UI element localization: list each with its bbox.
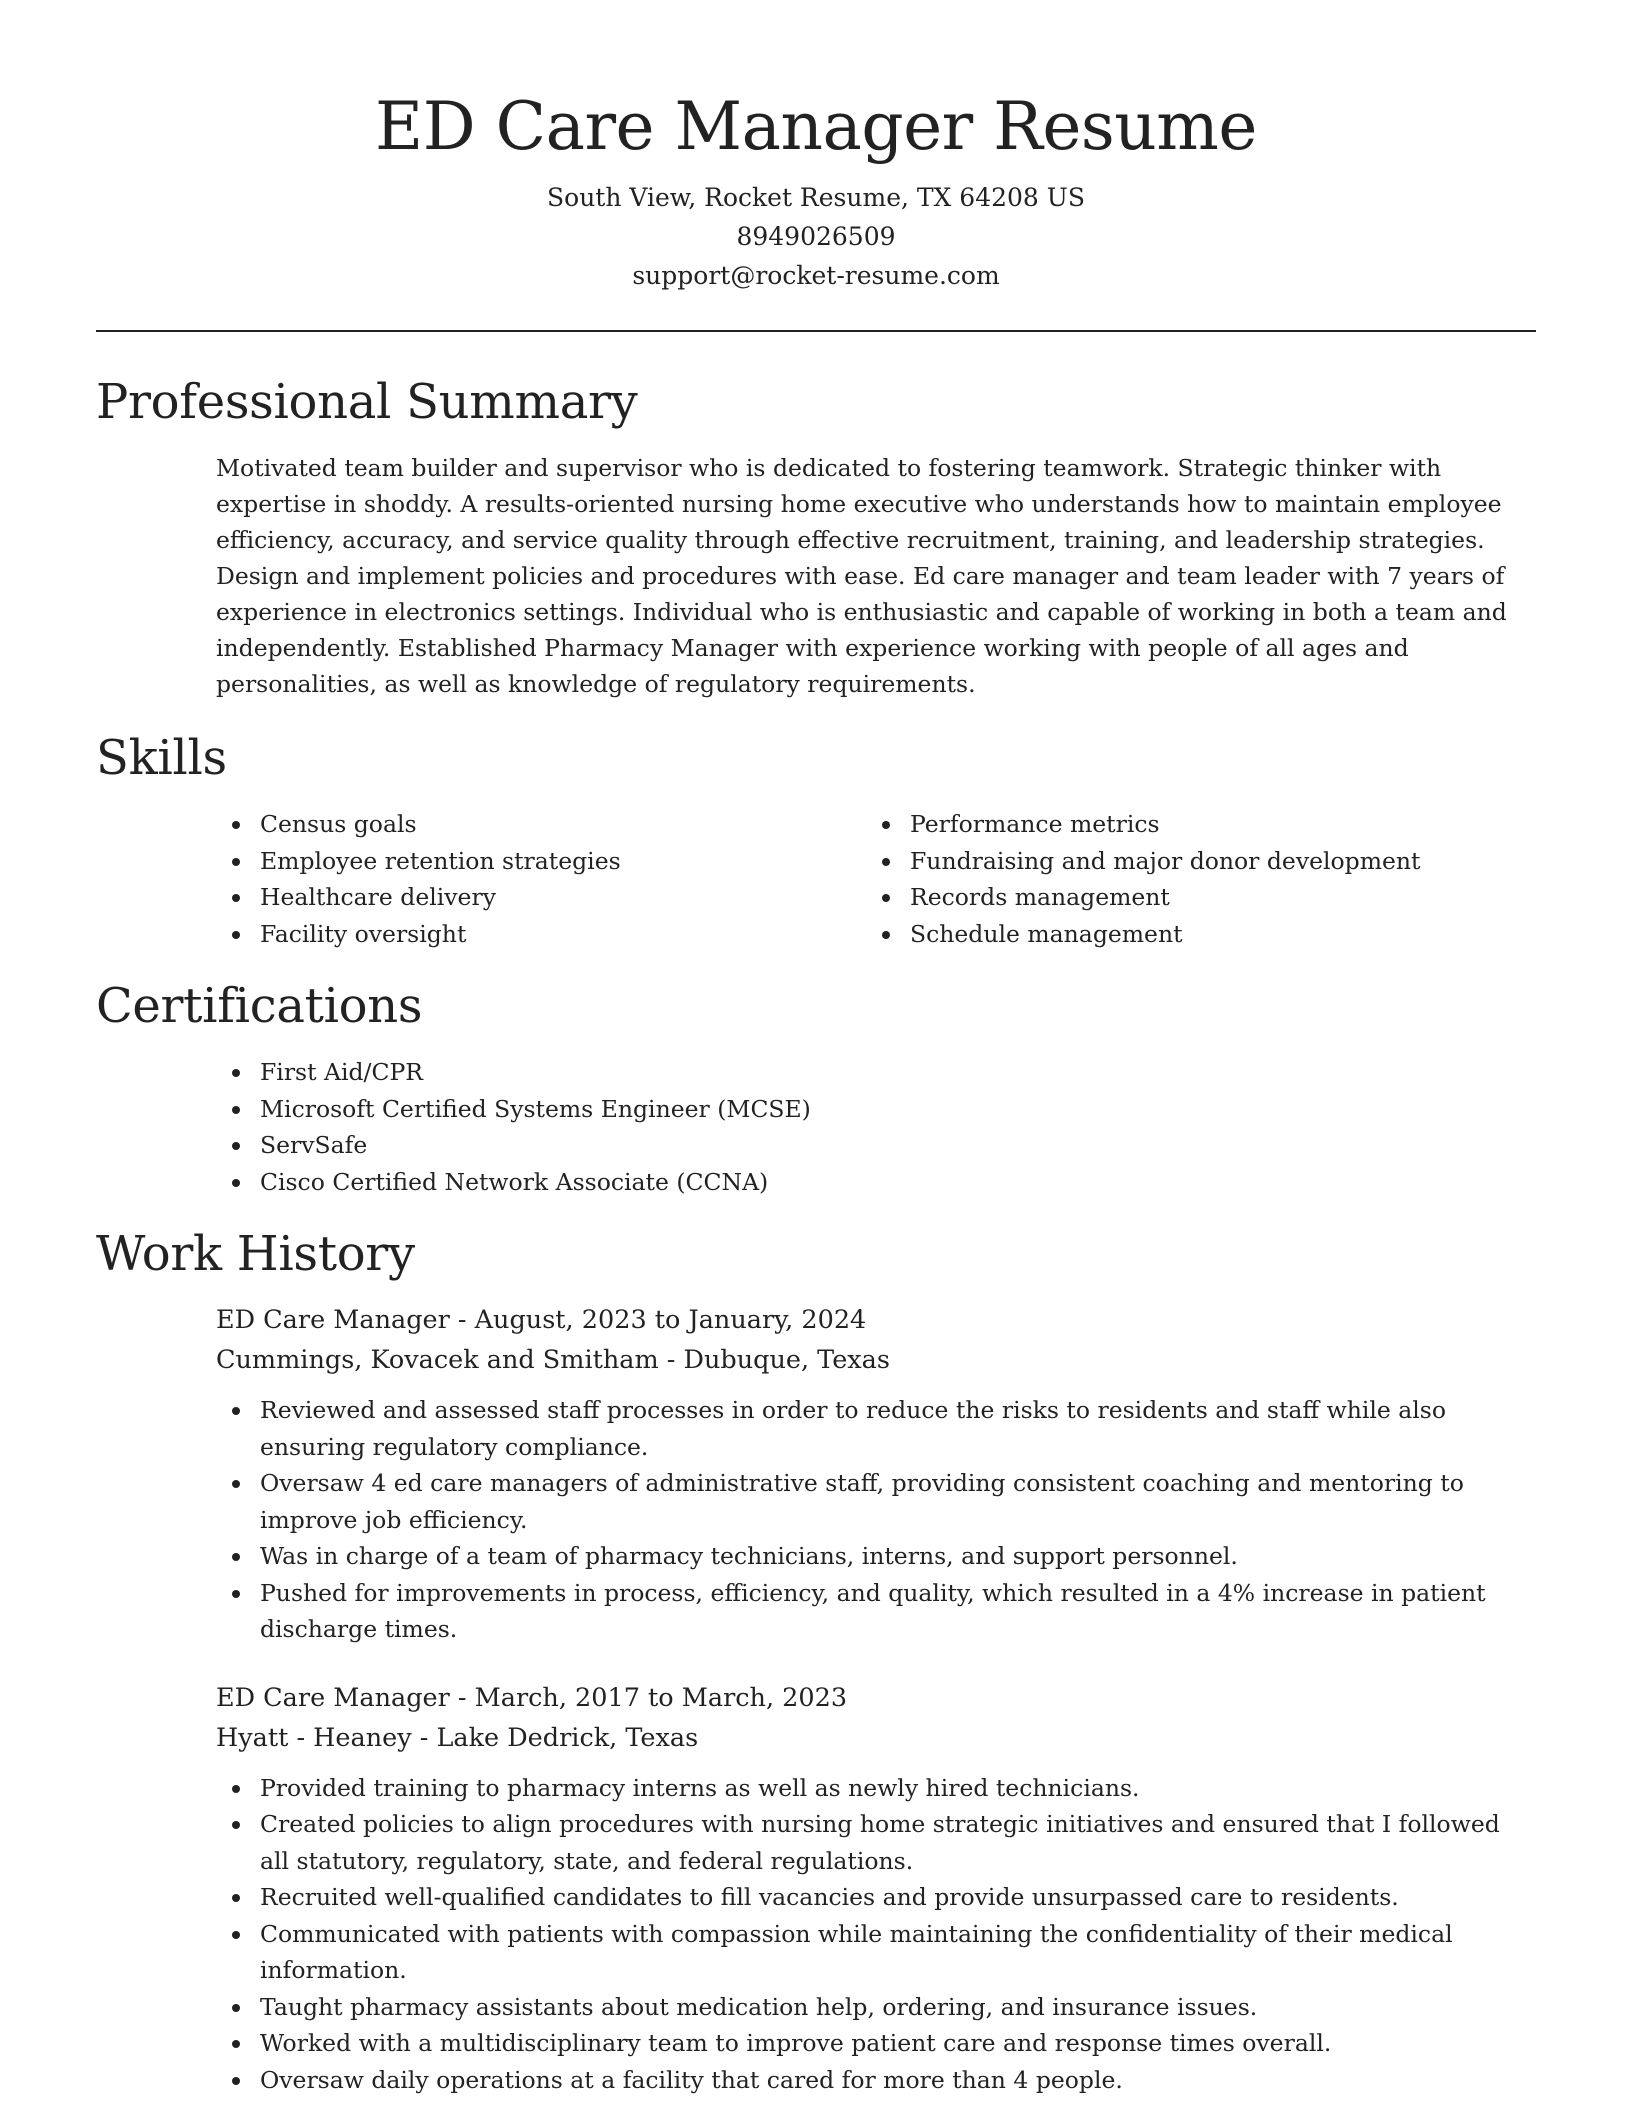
job-title-line: ED Care Manager - March, 2017 to March, 2023 <box>216 1682 848 1713</box>
list-item: Healthcare delivery <box>216 879 866 916</box>
list-item: Pushed for improvements in process, efficiency, and quality, which resulted in a 4% increase in patient discharge times. <box>216 1575 1536 1648</box>
skills-grid <box>216 806 1536 952</box>
list-item: Facility oversight <box>216 916 866 953</box>
resume-page <box>96 0 1536 2098</box>
job-title: ED Care Manager <box>216 1305 450 1335</box>
skills-list-left <box>216 806 866 952</box>
work-history-heading: Work History <box>96 1226 415 1282</box>
contact-email: support@rocket-resume.com <box>632 261 1000 290</box>
list-item: Oversaw daily operations at a facility that cared for more than 4 people. <box>216 2062 1536 2099</box>
list-item: Provided training to pharmacy interns as well as newly hired technicians. <box>216 1770 1536 1807</box>
job-company: Hyatt - Heaney <box>216 1722 412 1753</box>
list-item: Records management <box>866 879 1516 916</box>
resume-title: ED Care Manager Resume <box>375 88 1257 165</box>
list-item: Reviewed and assessed staff processes in order to reduce the risks to residents and staff while also ensuring regulatory compliance. <box>216 1392 1536 1465</box>
contact-phone: 8949026509 <box>736 222 896 251</box>
job-bullets <box>216 1770 1536 2099</box>
certifications-heading: Certifications <box>96 978 423 1034</box>
contact-info <box>96 178 1536 295</box>
list-item: Oversaw 4 ed care managers of administrative staff, providing consistent coaching and mentoring to improve job efficiency. <box>216 1465 1536 1538</box>
job-company-line: Cummings, Kovacek and Smitham - Dubuque, Texas <box>216 1345 890 1375</box>
skills-list-right <box>866 806 1516 952</box>
job-entry <box>216 1678 1536 1758</box>
summary-section <box>96 372 1536 702</box>
contact-address: South View, Rocket Resume, TX 64208 US <box>547 183 1085 212</box>
job-company-line: Hyatt - Heaney - Lake Dedrick, Texas <box>216 1722 699 1753</box>
list-item: Microsoft Certified Systems Engineer (MCSE) <box>216 1091 1536 1128</box>
list-item: Fundraising and major donor development <box>866 843 1516 880</box>
job-location: Dubuque, Texas <box>683 1345 890 1375</box>
list-item: Employee retention strategies <box>216 843 866 880</box>
list-item: Census goals <box>216 806 866 843</box>
list-item: Created policies to align procedures with nursing home strategic initiatives and ensured that I followed all statutory, regulatory, state, and federal regulations. <box>216 1806 1536 1879</box>
list-item: Performance metrics <box>866 806 1516 843</box>
job-location: Lake Dedrick, Texas <box>436 1722 699 1753</box>
summary-text: Motivated team builder and supervisor who is dedicated to fostering teamwork. Strategic thinker with expertise in shoddy. A results-oriented nursing home executive who understands how to maintain employee efficiency, accuracy, and service quality through effective recruitment, training, and leadership strategies. Design and implement policies and procedures with ease. Ed care manager and team leader with 7 years of experience in electronics settings. Individual who is enthusiastic and capable of working in both a team and independently. Established Pharmacy Manager with experience working with people of all ages and personalities, as well as knowledge of regulatory requirements. <box>216 454 1507 698</box>
list-item: Taught pharmacy assistants about medication help, ordering, and insurance issues. <box>216 1989 1536 2026</box>
certifications-section <box>96 976 1536 1200</box>
list-item: ServSafe <box>216 1127 1536 1164</box>
list-item: Cisco Certified Network Associate (CCNA) <box>216 1164 1536 1201</box>
job-bullets <box>216 1392 1536 1648</box>
list-item: Worked with a multidisciplinary team to improve patient care and response times overall. <box>216 2025 1536 2062</box>
work-history-section <box>96 1224 1536 2098</box>
certifications-list <box>216 1054 1536 1200</box>
job-title-line: ED Care Manager - August, 2023 to January, 2024 <box>216 1305 867 1335</box>
header-divider <box>96 330 1536 332</box>
list-item: Recruited well-qualified candidates to fill vacancies and provide unsurpassed care to residents. <box>216 1879 1536 1916</box>
job-company: Cummings, Kovacek and Smitham <box>216 1345 659 1375</box>
list-item: Was in charge of a team of pharmacy technicians, interns, and support personnel. <box>216 1538 1536 1575</box>
skills-heading: Skills <box>96 730 227 786</box>
job-title: ED Care Manager <box>216 1682 450 1713</box>
list-item: Communicated with patients with compassion while maintaining the confidentiality of their medical information. <box>216 1916 1536 1989</box>
list-item: Schedule management <box>866 916 1516 953</box>
job-dates: August, 2023 to January, 2024 <box>474 1305 867 1335</box>
list-item: First Aid/CPR <box>216 1054 1536 1091</box>
skills-section <box>96 728 1536 952</box>
summary-heading: Professional Summary <box>96 374 638 430</box>
job-entry <box>216 1300 1536 1380</box>
job-dates: March, 2017 to March, 2023 <box>474 1682 848 1713</box>
